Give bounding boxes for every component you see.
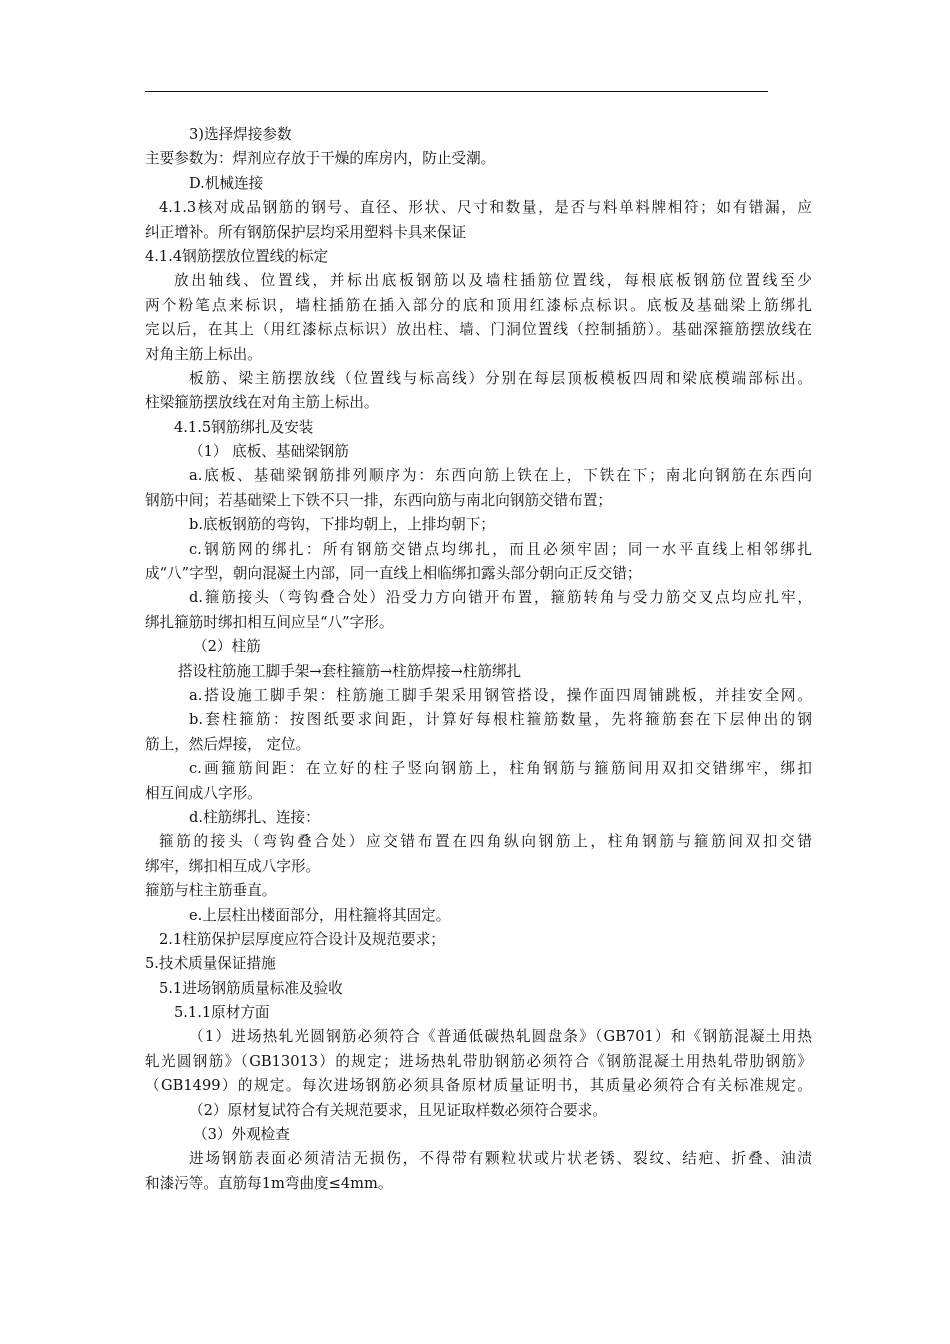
line-05: 纠正增补。所有钢筋保护层均采用塑料卡具来保证: [145, 223, 467, 241]
line-17: b.底板钢筋的弯钩，下排均朝上，上排均朝下；: [189, 516, 495, 534]
line-26: 筋上，然后焊接， 定位。: [145, 735, 311, 753]
line-21: 绑扎箍筋时绑扣相互间应呈“八”字形。: [145, 613, 394, 631]
line-03: D.机械连接: [189, 174, 264, 192]
line-28: 相互间成八字形。: [145, 784, 262, 802]
line-04: 4.1.3核对成品钢筋的钢号、直径、形状、尺寸和数量，是否与料单料牌相符；如有错漏，应: [159, 199, 812, 217]
line-19: 成“八”字型，朝向混凝土内部，同一直线上相临绑扣露头部分朝向正反交错；: [145, 565, 642, 583]
line-43: 进场钢筋表面必须清洁无损伤，不得带有颗粒状或片状老锈、裂纹、结疤、折叠、油渍: [189, 1150, 812, 1168]
line-15: a.底板、基础梁钢筋排列顺序为：东西向筋上铁在上，下铁在下；南北向钢筋在东西向: [189, 467, 812, 485]
line-13: 4.1.5钢筋绑扎及安装: [174, 418, 314, 436]
line-10: 对角主筋上标出。: [145, 345, 262, 363]
line-30: 箍筋的接头（弯钩叠合处）应交错布置在四角纵向钢筋上，柱角钢筋与箍筋间双扣交错: [159, 833, 812, 851]
line-12: 柱梁箍筋摆放线在对角主筋上标出。: [145, 394, 379, 412]
line-44: 和漆污等。直筋每1m弯曲度≤4mm。: [145, 1174, 393, 1192]
line-02: 主要参数为：焊剂应存放于干燥的库房内，防止受潮。: [145, 150, 496, 168]
line-36: 5.1进场钢筋质量标准及验收: [159, 979, 343, 997]
line-23: 搭设柱筋施工脚手架→套柱箍筋→柱筋焊接→柱筋绑扎: [178, 662, 522, 680]
line-01: 3)选择焊接参数: [189, 126, 292, 143]
line-34: 2.1柱筋保护层厚度应符合设计及规范要求；: [159, 930, 445, 948]
line-06: 4.1.4钢筋摆放位置线的标定: [145, 247, 329, 265]
line-32: 箍筋与柱主筋垂直。: [145, 882, 277, 900]
line-27: c.画箍筋间距：在立好的柱子竖向钢筋上，柱角钢筋与箍筋间用双扣交错绑牢，绑扣: [189, 760, 812, 778]
line-08: 两个粉笔点来标识，墙柱插筋在插入部分的底和顶用红漆标点标识。底板及基础梁上筋绑扎: [145, 296, 812, 314]
line-41: （2）原材复试符合有关规范要求，且见证取样数必须符合要求。: [189, 1101, 607, 1119]
line-35: 5.技术质量保证措施: [145, 955, 276, 973]
line-31: 绑牢，绑扣相互成八字形。: [145, 857, 321, 875]
line-22: （2）柱筋: [193, 638, 261, 656]
line-11: 板筋、梁主筋摆放线（位置线与标高线）分别在每层顶板模板四周和梁底模端部标出。: [189, 369, 812, 387]
line-14: （1） 底板、基础梁钢筋: [189, 443, 349, 461]
line-29: d.柱筋绑扎、连接：: [189, 808, 320, 826]
line-16: 钢筋中间；若基础梁上下铁不只一排，东西向筋与南北向钢筋交错布置；: [145, 491, 613, 509]
line-20: d.箍筋接头（弯钩叠合处）沿受力方向错开布置，箍筋转角与受力筋交叉点均应扎牢，: [189, 589, 812, 607]
header-rule: [145, 91, 768, 92]
line-25: b.套柱箍筋：按图纸要求间距，计算好每根柱箍筋数量，先将箍筋套在下层伸出的钢: [189, 711, 812, 729]
line-33: e.上层柱出楼面部分，用柱箍将其固定。: [189, 906, 451, 924]
line-42: （3）外观检查: [193, 1126, 290, 1144]
line-39: 轧光圆钢筋》（GB13013）的规定；进场热轧带肋钢筋必须符合《钢筋混凝土用热轧带肋钢筋》: [145, 1052, 812, 1070]
line-24: a.搭设施工脚手架：柱筋施工脚手架采用钢管搭设，操作面四周铺跳板，并挂安全网。: [189, 686, 812, 704]
line-18: c.钢筋网的绑扎：所有钢筋交错点均绑扎，而且必须牢固；同一水平直线上相邻绑扎: [189, 540, 812, 558]
line-09: 完以后，在其上（用红漆标点标识）放出柱、墙、门洞位置线（控制插筋）。基础深箍筋摆放线在: [145, 321, 812, 339]
line-38: （1）进场热轧光圆钢筋必须符合《普通低碳热轧圆盘条》（GB701）和《钢筋混凝土用热: [189, 1028, 812, 1046]
document-body: [145, 123, 812, 1196]
line-40: （GB1499）的规定。每次进场钢筋必须具备原材质量证明书，其质量必须符合有关标准规定。: [145, 1077, 812, 1095]
line-37: 5.1.1原材方面: [174, 1004, 270, 1022]
line-07: 放出轴线、位置线，并标出底板钢筋以及墙柱插筋位置线，每根底板钢筋位置线至少: [174, 272, 812, 290]
